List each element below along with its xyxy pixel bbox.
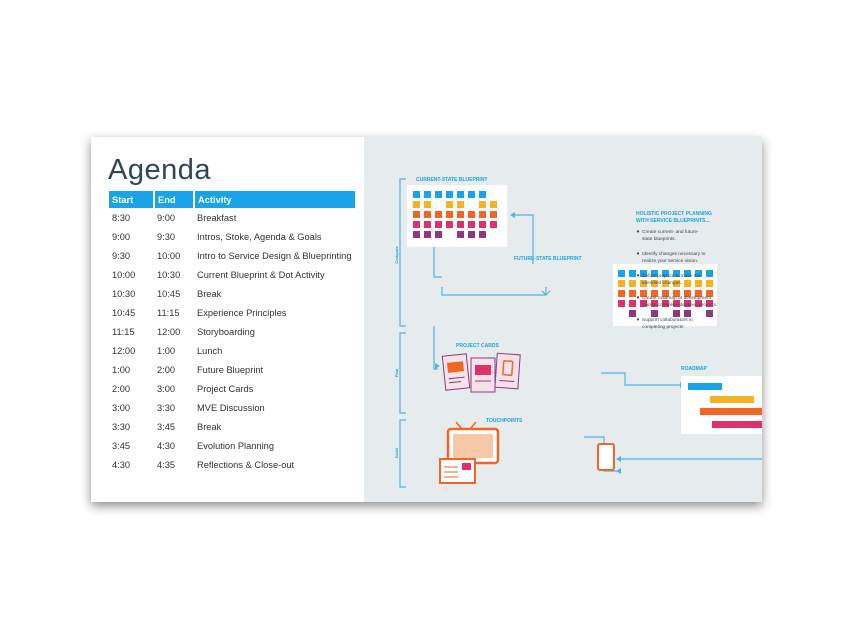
agenda-start-time: 2:00: [112, 383, 131, 394]
agenda-row: [109, 265, 355, 284]
blueprint-note: [684, 310, 691, 317]
agenda-activity: Breakfast: [197, 212, 237, 223]
blueprint-note: [435, 231, 442, 238]
blueprint-note: [457, 191, 464, 198]
bullet-text: completing projects: [642, 325, 684, 330]
future-state-label: FUTURE-STATE BLUEPRINT: [514, 256, 582, 262]
blueprint-note: [468, 231, 475, 238]
blueprint-note: [490, 221, 497, 228]
agenda-end-time: 3:30: [157, 402, 176, 413]
header-end: End: [154, 191, 194, 208]
agenda-start-time: 12:00: [112, 345, 136, 356]
agenda-end-time: 10:45: [157, 288, 181, 299]
agenda-start-time: 10:00: [112, 269, 136, 280]
blueprint-note: [446, 201, 453, 208]
side-label-compare: Compare: [394, 246, 399, 264]
blueprint-note: [424, 191, 431, 198]
agenda-activity: Lunch: [197, 345, 223, 356]
agenda-activity: MVE Discussion: [197, 402, 265, 413]
blueprint-note: [435, 221, 442, 228]
agenda-table: [109, 191, 355, 474]
touchpoints-illustration: [440, 422, 614, 483]
blueprint-note: [479, 211, 486, 218]
blueprint-note: [673, 310, 680, 317]
agenda-end-time: 11:15: [157, 307, 180, 318]
agenda-activity: Break: [197, 288, 222, 299]
agenda-row: [109, 341, 355, 360]
header-start: Start: [109, 191, 154, 208]
blueprint-note: [457, 201, 464, 208]
agenda-end-time: 4:35: [157, 459, 176, 470]
blueprint-note: [490, 201, 497, 208]
agenda-row: [109, 379, 355, 398]
blueprint-note: [706, 310, 713, 317]
blueprint-note: [446, 221, 453, 228]
blueprint-note: [618, 290, 625, 297]
agenda-row: [109, 322, 355, 341]
header-activity: Activity: [194, 191, 355, 208]
bullet-text: plan to complete identified projects.: [642, 303, 718, 308]
agenda-start-time: 3:45: [112, 440, 131, 451]
agenda-start-time: 9:00: [112, 231, 131, 242]
blueprint-note: [424, 201, 431, 208]
bullet-text: state blueprints.: [642, 237, 676, 242]
bullet-dot: [637, 296, 639, 298]
blueprint-note: [479, 221, 486, 228]
blueprint-note: [695, 280, 702, 287]
blueprint-note: [468, 221, 475, 228]
agenda-start-time: 8:30: [112, 212, 131, 223]
agenda-row: [109, 398, 355, 417]
agenda-row: [109, 436, 355, 455]
agenda-start-time: 10:45: [112, 307, 136, 318]
agenda-end-time: 3:45: [157, 421, 176, 432]
blueprint-note: [424, 211, 431, 218]
agenda-end-time: 3:00: [157, 383, 176, 394]
project-cards-illustration: [442, 353, 520, 392]
side-label-build: Build: [394, 448, 399, 458]
blueprint-note: [457, 211, 464, 218]
blueprint-note: [413, 221, 420, 228]
blueprint-note: [651, 310, 658, 317]
blueprint-note: [468, 211, 475, 218]
bullet-text: Define projects to make the: [642, 274, 701, 279]
current-state-label: CURRENT-STATE BLUEPRINT: [416, 177, 488, 183]
blueprint-note: [446, 211, 453, 218]
agenda-end-time: 10:30: [157, 269, 181, 280]
blueprint-note: [468, 191, 475, 198]
agenda-row: [109, 227, 355, 246]
project-cards-label: PROJECT CARDS: [456, 343, 499, 349]
blueprint-note: [618, 270, 625, 277]
blueprint-note: [424, 221, 431, 228]
blueprint-note: [457, 231, 464, 238]
agenda-end-time: 9:30: [157, 231, 176, 242]
blueprint-note: [457, 221, 464, 228]
side-label-plan: Plan: [394, 368, 399, 378]
agenda-end-time: 12:00: [157, 326, 181, 337]
blueprint-note: [435, 191, 442, 198]
blueprint-note: [706, 270, 713, 277]
planning-diagram: [364, 137, 762, 502]
bullet-text: identified changes.: [642, 281, 683, 286]
agenda-row: [109, 360, 355, 379]
agenda-row: [109, 284, 355, 303]
touchpoints-label: TOUCHPOINTS: [486, 418, 523, 424]
agenda-row: [109, 208, 355, 227]
blueprint-note: [413, 231, 420, 238]
agenda-activity: Intro to Service Design & Blueprinting: [197, 250, 352, 261]
blueprint-note: [413, 191, 420, 198]
blueprint-note: [629, 300, 636, 307]
holistic-title-2: WITH SERVICE BLUEPRINTS...: [636, 218, 710, 224]
agenda-activity: Break: [197, 421, 222, 432]
agenda-end-time: 2:00: [157, 364, 176, 375]
agenda-start-time: 3:00: [112, 402, 131, 413]
agenda-end-time: 10:00: [157, 250, 181, 261]
bullet-text: Support collaborators in: [642, 318, 693, 323]
blueprint-note: [435, 211, 442, 218]
diagram-canvas: [364, 137, 762, 502]
blueprint-note: [618, 300, 625, 307]
blueprint-note: [629, 290, 636, 297]
agenda-activity: Experience Principles: [197, 307, 287, 318]
blueprint-note: [479, 191, 486, 198]
blueprint-note: [629, 310, 636, 317]
agenda-end-time: 1:00: [157, 345, 176, 356]
blueprint-note: [424, 231, 431, 238]
blueprint-note: [413, 201, 420, 208]
bullet-text: Create current- and future-: [642, 230, 699, 235]
bullet-dot: [637, 230, 639, 232]
agenda-header-row: [109, 191, 355, 208]
agenda-start-time: 9:30: [112, 250, 131, 261]
agenda-activity: Evolution Planning: [197, 440, 275, 451]
agenda-start-time: 3:30: [112, 421, 131, 432]
blueprint-note: [629, 280, 636, 287]
agenda-start-time: 1:00: [112, 364, 131, 375]
bullet-dot: [637, 252, 639, 254]
blueprint-note: [618, 280, 625, 287]
agenda-activity: Intros, Stoke, Agenda & Goals: [197, 231, 322, 242]
agenda-row: [109, 455, 355, 474]
blueprint-note: [479, 231, 486, 238]
agenda-row: [109, 303, 355, 322]
agenda-title: Agenda: [108, 154, 211, 186]
bullet-text: realize your service vision.: [642, 259, 699, 264]
blueprint-note: [479, 201, 486, 208]
blueprint-note: [629, 270, 636, 277]
agenda-start-time: 11:15: [112, 326, 135, 337]
agenda-panel: [91, 137, 364, 502]
agenda-activity: Storyboarding: [197, 326, 255, 337]
holistic-title-1: HOLISTIC PROJECT PLANNING: [636, 211, 712, 217]
agenda-activity: Future Blueprint: [197, 364, 264, 375]
blueprint-note: [490, 211, 497, 218]
blueprint-note: [413, 211, 420, 218]
bullet-text: Create roadmap or development: [642, 296, 712, 301]
roadmap-label: ROADMAP: [681, 366, 707, 372]
blueprint-note: [684, 280, 691, 287]
agenda-start-time: 10:30: [112, 288, 136, 299]
blueprint-note: [446, 191, 453, 198]
agenda-row: [109, 246, 355, 265]
bullet-dot: [637, 274, 639, 276]
blueprint-note: [706, 280, 713, 287]
agenda-end-time: 4:30: [157, 440, 176, 451]
bullet-text: Identify changes necessary to: [642, 252, 706, 257]
agenda-row: [109, 417, 355, 436]
bullet-dot: [637, 318, 639, 320]
agenda-start-time: 4:30: [112, 459, 131, 470]
agenda-activity: Reflections & Close-out: [197, 459, 295, 470]
agenda-activity: Project Cards: [197, 383, 254, 394]
slide: [91, 137, 762, 502]
agenda-activity: Current Blueprint & Dot Activity: [197, 269, 325, 280]
agenda-end-time: 9:00: [157, 212, 176, 223]
